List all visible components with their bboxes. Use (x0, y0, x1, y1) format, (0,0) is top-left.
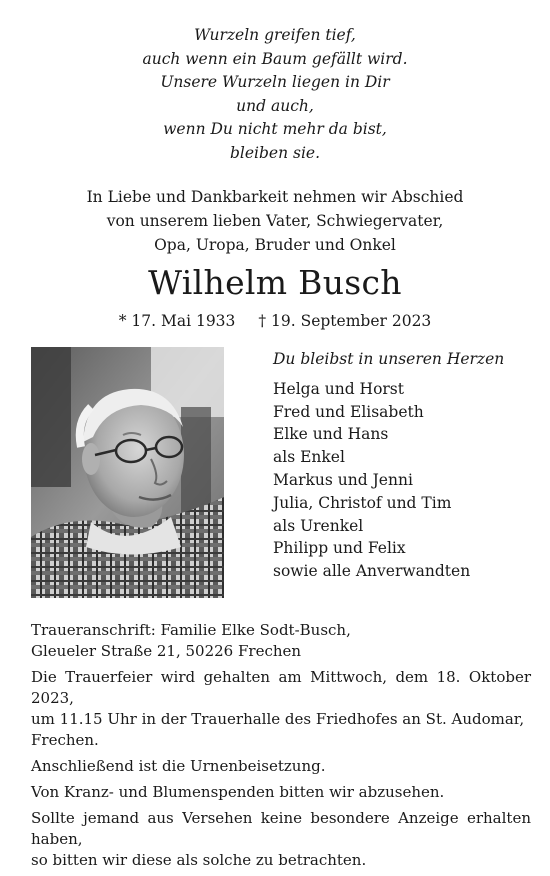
mourner-line: Julia, Christof und Tim (273, 493, 452, 512)
poem-line: bleiben sie. (229, 143, 321, 162)
mourner-line: als Enkel (273, 448, 345, 467)
farewell-line: Opa, Uropa, Bruder und Onkel (154, 236, 396, 254)
death-date: † 19. September 2023 (258, 312, 432, 330)
poem-line: auch wenn ein Baum gefällt wird. (142, 49, 408, 68)
deceased-name: Wilhelm Busch (148, 263, 402, 302)
poem-line: wenn Du nicht mehr da bist, (163, 120, 387, 138)
flowers-note: Von Kranz- und Blumenspenden bitten wir abzusehen. (31, 783, 445, 801)
ceremony-line: Die Trauerfeier wird gehalten am Mittwoch, dem 18. Oktober 2023, (31, 668, 531, 707)
mourner-line: Philipp und Felix (273, 539, 406, 558)
poem-line: Wurzeln greifen tief, (194, 26, 356, 44)
poem-line: Unsere Wurzeln liegen in Dir (160, 73, 390, 91)
closing-note (31, 808, 531, 871)
farewell-line: von unserem lieben Vater, Schwiegervater, (106, 212, 444, 230)
mourner-line: Elke und Hans (273, 425, 389, 444)
mourners-list (273, 348, 543, 583)
farewell-text (0, 185, 550, 257)
ceremony-info (31, 667, 531, 751)
life-dates (0, 310, 550, 332)
portrait-photo (31, 347, 224, 598)
mourner-line: Helga und Horst (273, 379, 404, 398)
birth-date: * 17. Mai 1933 (118, 312, 236, 330)
burial-info: Anschließend ist die Urnenbeisetzung. (31, 757, 326, 775)
closing-line: so bitten wir diese als solche zu betrachten. (31, 851, 367, 869)
address-line: Gleueler Straße 21, 50226 Frechen (31, 642, 302, 660)
poem (0, 24, 550, 165)
mourners-heading: Du bleibst in unseren Herzen (273, 350, 505, 368)
address-line: Traueranschrift: Familie Elke Sodt-Busch, (31, 621, 351, 639)
farewell-line: In Liebe und Dankbarkeit nehmen wir Abschied (86, 188, 464, 206)
ceremony-line: um 11.15 Uhr in der Trauerhalle des Friedhofes an St. Audomar, (31, 710, 525, 728)
poem-line: und auch, (236, 96, 314, 115)
mourning-address (31, 620, 531, 662)
mourner-line: Markus und Jenni (273, 470, 413, 489)
closing-line: Sollte jemand aus Versehen keine besondere Anzeige erhalten haben, (31, 809, 531, 848)
mourner-line: Fred und Elisabeth (273, 402, 424, 421)
mourner-line: sowie alle Anverwandten (273, 562, 471, 581)
ceremony-line: Frechen. (31, 731, 99, 749)
notice-details (31, 620, 531, 876)
mourner-line: als Urenkel (273, 516, 364, 535)
